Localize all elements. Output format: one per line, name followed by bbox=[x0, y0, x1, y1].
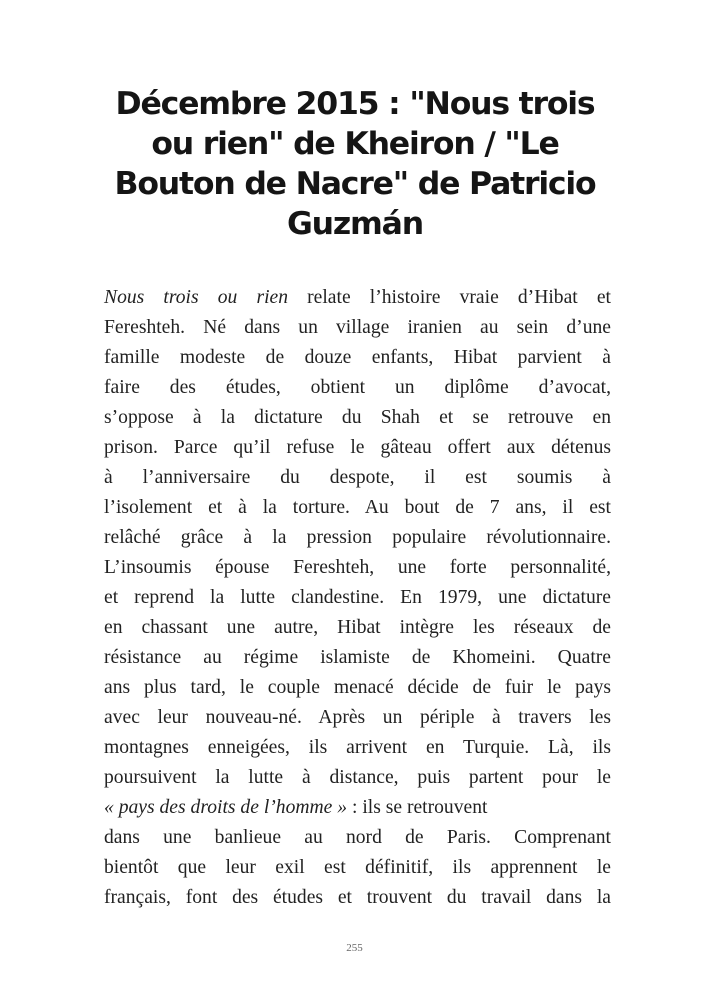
page-number: 255 bbox=[346, 942, 363, 954]
body-line: poursuivent la lutte à distance, puis partent pour le bbox=[104, 767, 611, 788]
body-line: montagnes enneigées, ils arrivent en Turquie. Là, ils bbox=[104, 737, 611, 758]
chapter-title-line: Décembre 2015 : "Nous trois bbox=[115, 86, 595, 122]
body-line: en chassant une autre, Hibat intègre les réseaux de bbox=[104, 617, 611, 638]
body-line: relâché grâce à la pression populaire révolutionnaire. bbox=[104, 527, 611, 548]
body-line: bientôt que leur exil est définitif, ils apprennent le bbox=[104, 857, 611, 878]
body-line: s’oppose à la dictature du Shah et se retrouve en bbox=[104, 407, 611, 428]
body-line: dans une banlieue au nord de Paris. Comprenant bbox=[104, 827, 611, 848]
film-title: Nous trois ou rien bbox=[104, 287, 289, 308]
body-line: faire des études, obtient un diplôme d’avocat, bbox=[104, 377, 611, 398]
body-line: l’isolement et à la torture. Au bout de 7 ans, il est bbox=[104, 497, 611, 518]
body-paragraph bbox=[104, 283, 611, 913]
body-line: ans plus tard, le couple menacé décide de fuir le pays bbox=[104, 677, 611, 698]
body-line: à l’anniversaire du despote, il est soumis à bbox=[104, 467, 611, 488]
body-line: famille modeste de douze enfants, Hibat parvient à bbox=[104, 347, 611, 368]
body-line bbox=[104, 283, 611, 313]
chapter-title bbox=[90, 84, 620, 244]
body-line: français, font des études et trouvent du travail dans la bbox=[104, 887, 611, 908]
body-line: prison. Parce qu’il refuse le gâteau offert aux détenus bbox=[104, 437, 611, 458]
quote-text: « pays des droits de l’homme » bbox=[104, 797, 348, 818]
body-line bbox=[104, 793, 611, 823]
body-text-segment: relate l’histoire vraie d’Hibat et bbox=[288, 287, 611, 308]
body-line: Fereshteh. Né dans un village iranien au sein d’une bbox=[104, 317, 611, 338]
chapter-title-line: Guzmán bbox=[287, 206, 423, 242]
body-line: avec leur nouveau-né. Après un périple à travers les bbox=[104, 707, 611, 728]
body-line: L’insoumis épouse Fereshteh, une forte personnalité, bbox=[104, 557, 611, 578]
body-line: et reprend la lutte clandestine. En 1979, une dictature bbox=[104, 587, 611, 608]
body-line: résistance au régime islamiste de Khomeini. Quatre bbox=[104, 647, 611, 668]
chapter-title-line: Bouton de Nacre" de Patricio bbox=[114, 166, 596, 202]
chapter-title-line: ou rien" de Kheiron / "Le bbox=[151, 126, 559, 162]
body-text-segment: : ils se retrouvent bbox=[347, 797, 488, 818]
